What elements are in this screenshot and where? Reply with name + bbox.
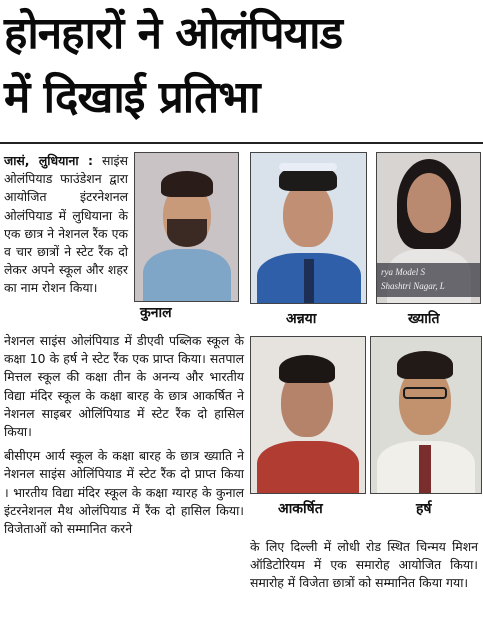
photo-kunal-beard bbox=[167, 219, 207, 247]
article-column-middle bbox=[4, 332, 244, 538]
headline bbox=[4, 2, 480, 130]
article-paragraph-3: के लिए दिल्ली में लोधी रोड स्थित चिन्मय मिशन ऑडिटोरियम में एक समारोह आयोजित किया। समारोह में विजेता छात्रों को सम्मानित किया गया। bbox=[250, 539, 478, 591]
caption-khyati: ख्याति bbox=[408, 311, 440, 327]
photo-kunal-shirt bbox=[143, 249, 231, 302]
caption-kunal: कुनाल bbox=[140, 305, 172, 321]
photo-harsh-hair bbox=[397, 351, 453, 379]
photo-aakarshit bbox=[250, 336, 366, 494]
article-paragraph-2: बीसीएम आर्य स्कूल के कक्षा बारह के छात्र ख्याति ने नेशनल साइंस ओलिंपियाड में स्टेट रैंक दो प्राप्त किया । भारतीय विद्या मंदिर स्कूल के कक्षा ग्यारह के कुनाल इंटरनेशनल मैथ ओलंपियाड में रैंक दो हासिल किया। विजेताओं को सम्मानित करने bbox=[4, 448, 244, 537]
photo-annaya-tie bbox=[304, 259, 314, 303]
caption-harsh: हर्ष bbox=[416, 501, 432, 517]
headline-divider bbox=[0, 142, 483, 144]
photo-harsh bbox=[370, 336, 482, 494]
caption-annaya: अन्नया bbox=[286, 311, 317, 327]
article-paragraph-1-text: साइंस ओलंपियाड फाउंडेशन द्वारा आयोजित इंटरनेशनल ओलंपियाड में लुधियाना के एक छात्र ने नेशनल रैंक एक व चार छात्रों ने स्टेट रैंक दो लेकर अपने स्कूल और शहर का नाम रोशन किया। bbox=[4, 153, 128, 296]
caption-aakarshit: आकर्षित bbox=[278, 501, 323, 517]
headline-line-2: में दिखाई प्रतिभा bbox=[4, 72, 260, 123]
photo-harsh-tie bbox=[419, 445, 431, 493]
article-paragraph-1-continued: नेशनल साइंस ओलंपियाड में डीएवी पब्लिक स्कूल के कक्षा 10 के हर्ष ने स्टेट रैंक एक प्राप्त किया। सतपाल मित्तल स्कूल की कक्षा तीन के अनन्य और भारतीय विद्या मंदिर स्कूल के कक्षा बारह के छात्र आकर्षित ने नेशनल साइबर ओलिंपियाड में स्टेट रैंक दो हासिल किया। bbox=[4, 333, 244, 440]
article-paragraph-1 bbox=[4, 152, 128, 298]
photo-aakarshit-shirt bbox=[257, 441, 359, 494]
photo-khyati bbox=[376, 152, 481, 304]
photo-kunal bbox=[134, 152, 239, 302]
article-column-upper bbox=[4, 152, 128, 298]
photo-khyati-banner: rya Model S Shashtri Nagar, L bbox=[377, 263, 480, 297]
photo-annaya bbox=[250, 152, 367, 304]
photo-aakarshit-hair bbox=[279, 355, 335, 383]
article-column-right bbox=[250, 538, 478, 593]
photo-kunal-hair bbox=[161, 171, 213, 197]
photo-annaya-headband bbox=[279, 163, 337, 171]
dateline: जासं, लुधियाना : bbox=[4, 153, 93, 168]
headline-line-1: होनहारों ने ओलंपियाड bbox=[4, 8, 343, 59]
photo-khyati-face bbox=[407, 173, 451, 233]
photo-harsh-glasses bbox=[403, 387, 447, 399]
